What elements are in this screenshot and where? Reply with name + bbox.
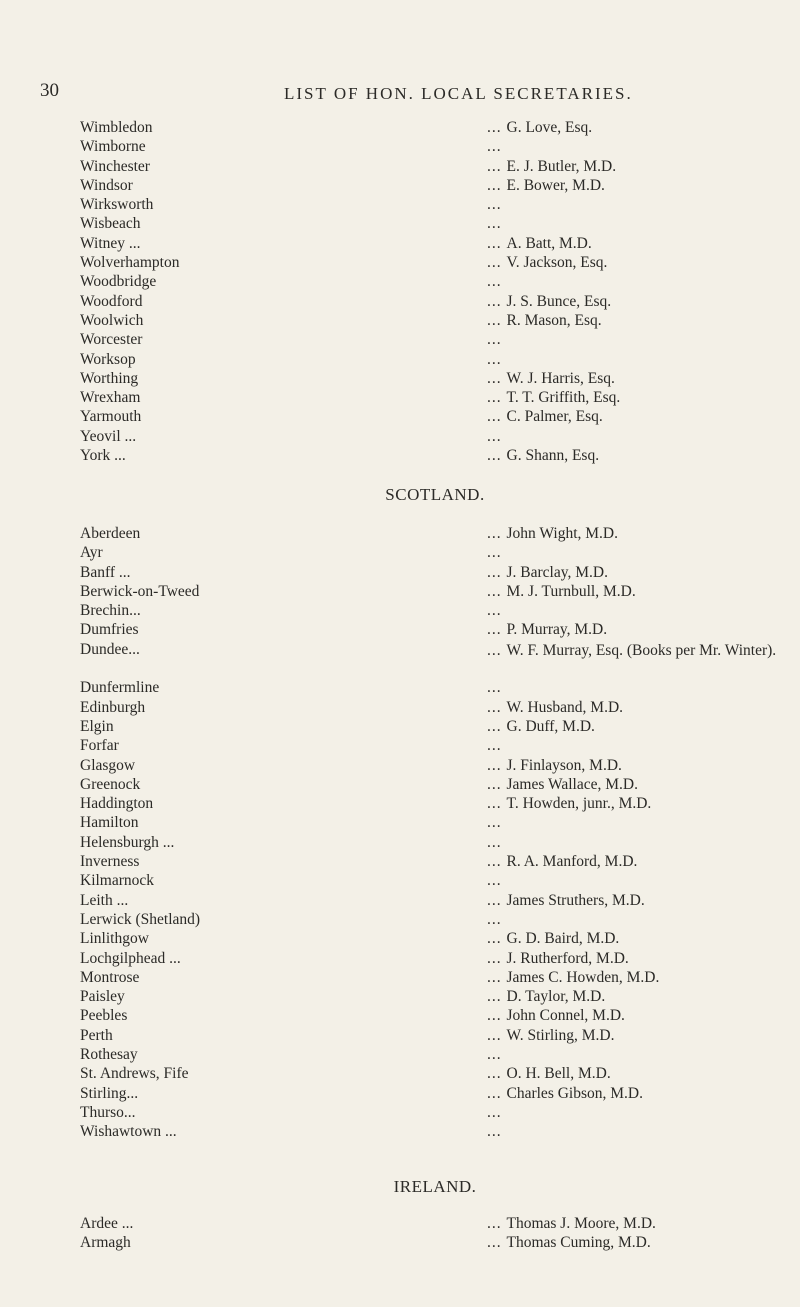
list-item <box>80 254 800 273</box>
secretary-name <box>487 814 502 832</box>
list-item <box>80 988 800 1007</box>
place-name: Dundee... <box>80 641 146 659</box>
secretary-name: ... T. Howden, junr., M.D. <box>487 795 651 813</box>
list-item <box>80 679 800 698</box>
list-item <box>80 621 800 640</box>
place-name: Glasgow <box>80 757 141 775</box>
section-heading-ireland: IRELAND. <box>393 1177 477 1196</box>
secretary-name: ... Charles Gibson, M.D. <box>487 1085 643 1103</box>
place-name: Banff ... <box>80 564 137 582</box>
list-item <box>80 602 800 621</box>
list-item <box>80 215 800 234</box>
list-item <box>80 370 800 389</box>
secretary-name: ... James C. Howden, M.D. <box>487 969 659 987</box>
list-item <box>80 1007 800 1026</box>
list-item <box>80 834 800 853</box>
secretary-name <box>487 273 502 291</box>
section-heading-scotland: SCOTLAND. <box>385 485 485 504</box>
place-name: Peebles <box>80 1007 133 1025</box>
list-item <box>80 525 800 544</box>
place-name: Woodbridge <box>80 273 162 291</box>
list-item <box>80 795 800 814</box>
place-name: Windsor <box>80 177 139 195</box>
secretary-name: ... James Wallace, M.D. <box>487 776 638 794</box>
list-item <box>80 447 800 466</box>
list-item <box>80 351 800 370</box>
secretary-name: ... M. J. Turnbull, M.D. <box>487 583 636 601</box>
place-name: Wimborne <box>80 138 152 156</box>
secretary-name: ... W. Stirling, M.D. <box>487 1027 614 1045</box>
list-item <box>80 177 800 196</box>
place-name: Yarmouth <box>80 408 147 426</box>
secretary-name: ... D. Taylor, M.D. <box>487 988 605 1006</box>
list-item <box>80 408 800 427</box>
place-name: Worthing <box>80 370 144 388</box>
place-name: Worksop <box>80 351 142 369</box>
place-name: Wirksworth <box>80 196 159 214</box>
list-item <box>80 969 800 988</box>
scotland-list <box>80 525 800 1143</box>
list-item <box>80 1085 800 1104</box>
place-name: Paisley <box>80 988 131 1006</box>
list-item <box>80 699 800 718</box>
list-item <box>80 293 800 312</box>
place-name: Armagh <box>80 1234 137 1252</box>
place-name: Wishawtown ... <box>80 1123 183 1141</box>
secretary-name <box>487 737 502 755</box>
secretary-name: ... R. A. Manford, M.D. <box>487 853 637 871</box>
place-name: Witney ... <box>80 235 147 253</box>
list-item <box>80 389 800 408</box>
secretary-name: ... A. Batt, M.D. <box>487 235 592 253</box>
place-name: Woolwich <box>80 312 149 330</box>
list-item <box>80 892 800 911</box>
secretary-name <box>487 872 502 890</box>
place-name: Aberdeen <box>80 525 146 543</box>
secretary-name: ... John Connel, M.D. <box>487 1007 625 1025</box>
list-item <box>80 1046 800 1065</box>
secretary-name: ... G. Shann, Esq. <box>487 447 599 465</box>
list-item <box>80 641 800 680</box>
ireland-list <box>80 1215 800 1254</box>
place-name: Winchester <box>80 158 156 176</box>
place-name: Elgin <box>80 718 120 736</box>
secretary-name: ... G. Love, Esq. <box>487 119 592 137</box>
place-name: Lochgilphead ... <box>80 950 187 968</box>
secretary-name: ... T. T. Griffith, Esq. <box>487 389 620 407</box>
list-item <box>80 428 800 447</box>
list-item <box>80 911 800 930</box>
list-item <box>80 312 800 331</box>
place-name: Ayr <box>80 544 109 562</box>
secretary-name: ... John Wight, M.D. <box>487 525 618 543</box>
secretary-name: ... J. Barclay, M.D. <box>487 564 608 582</box>
secretary-name <box>487 1046 502 1064</box>
secretary-name <box>487 834 502 852</box>
secretary-name: ... E. Bower, M.D. <box>487 177 605 195</box>
secretary-name <box>487 911 502 929</box>
place-name: Wimbledon <box>80 119 159 137</box>
secretary-name: ... O. H. Bell, M.D. <box>487 1065 611 1083</box>
secretary-name <box>487 544 502 562</box>
secretary-name <box>487 331 502 349</box>
place-name: Brechin... <box>80 602 147 620</box>
secretary-name <box>487 602 502 620</box>
place-name: Dumfries <box>80 621 145 639</box>
list-item <box>80 1234 800 1253</box>
secretary-name: ... P. Murray, M.D. <box>487 621 607 639</box>
place-name: Montrose <box>80 969 145 987</box>
place-name: Woodford <box>80 293 148 311</box>
secretary-name <box>487 138 502 156</box>
place-name: Thurso... <box>80 1104 142 1122</box>
list-item <box>80 273 800 292</box>
list-item <box>80 853 800 872</box>
list-item <box>80 196 800 215</box>
secretary-name: ... W. F. Murray, Esq. (Books per Mr. Winter). <box>487 641 800 660</box>
place-name: Haddington <box>80 795 159 813</box>
list-item <box>80 235 800 254</box>
place-name: Inverness <box>80 853 145 871</box>
place-name: Dunfermline <box>80 679 165 697</box>
place-name: Linlithgow <box>80 930 155 948</box>
place-name: Rothesay <box>80 1046 144 1064</box>
secretary-name: ... J. Finlayson, M.D. <box>487 757 622 775</box>
list-item <box>80 1065 800 1084</box>
place-name: Berwick-on-Tweed <box>80 583 205 601</box>
place-name: Stirling... <box>80 1085 144 1103</box>
place-name: Perth <box>80 1027 119 1045</box>
place-name: Edinburgh <box>80 699 151 717</box>
secretary-name: ... G. D. Baird, M.D. <box>487 930 619 948</box>
secretary-name <box>487 679 502 697</box>
place-name: Wrexham <box>80 389 147 407</box>
list-item <box>80 1027 800 1046</box>
list-item <box>80 814 800 833</box>
secretary-name: ... G. Duff, M.D. <box>487 718 595 736</box>
place-name: Leith ... <box>80 892 134 910</box>
list-item <box>80 930 800 949</box>
secretary-name: ... J. Rutherford, M.D. <box>487 950 629 968</box>
list-item <box>80 544 800 563</box>
secretary-name <box>487 428 502 446</box>
place-name: Forfar <box>80 737 125 755</box>
running-head: LIST OF HON. LOCAL SECRETARIES. <box>284 84 633 103</box>
list-item <box>80 158 800 177</box>
list-item <box>80 718 800 737</box>
list-item <box>80 737 800 756</box>
list-item <box>80 1123 800 1142</box>
secretary-name: ... J. S. Bunce, Esq. <box>487 293 611 311</box>
secretary-name: ... V. Jackson, Esq. <box>487 254 607 272</box>
secretary-name: ... Thomas Cuming, M.D. <box>487 1234 651 1252</box>
list-item <box>80 564 800 583</box>
list-item <box>80 1215 800 1234</box>
list-item <box>80 950 800 969</box>
secretary-name <box>487 215 502 233</box>
place-name: Yeovil ... <box>80 428 142 446</box>
place-name: Helensburgh ... <box>80 834 180 852</box>
secretary-name <box>487 351 502 369</box>
secretary-name: ... C. Palmer, Esq. <box>487 408 603 426</box>
list-item <box>80 331 800 350</box>
list-item <box>80 1104 800 1123</box>
list-item <box>80 583 800 602</box>
list-item <box>80 872 800 891</box>
place-name: Hamilton <box>80 814 145 832</box>
secretary-name <box>487 1123 502 1141</box>
place-name: Kilmarnock <box>80 872 160 890</box>
list-item <box>80 138 800 157</box>
place-name: York ... <box>80 447 132 465</box>
secretary-name: ... R. Mason, Esq. <box>487 312 602 330</box>
list-item <box>80 757 800 776</box>
secretary-name: ... E. J. Butler, M.D. <box>487 158 616 176</box>
secretary-name: ... W. Husband, M.D. <box>487 699 623 717</box>
place-name: Worcester <box>80 331 148 349</box>
place-name: Greenock <box>80 776 146 794</box>
secretary-name: ... W. J. Harris, Esq. <box>487 370 615 388</box>
list-item <box>80 119 800 138</box>
england-list <box>80 119 800 466</box>
list-item <box>80 776 800 795</box>
place-name: Lerwick (Shetland) <box>80 911 206 929</box>
secretary-name <box>487 1104 502 1122</box>
place-name: Wolverhampton <box>80 254 185 272</box>
secretary-name: ... Thomas J. Moore, M.D. <box>487 1215 656 1233</box>
place-name: Ardee ... <box>80 1215 139 1233</box>
secretary-name: ... James Struthers, M.D. <box>487 892 645 910</box>
place-name: Wisbeach <box>80 215 147 233</box>
page-number: 30 <box>40 80 59 101</box>
secretary-name <box>487 196 502 214</box>
place-name: St. Andrews, Fife <box>80 1065 195 1083</box>
